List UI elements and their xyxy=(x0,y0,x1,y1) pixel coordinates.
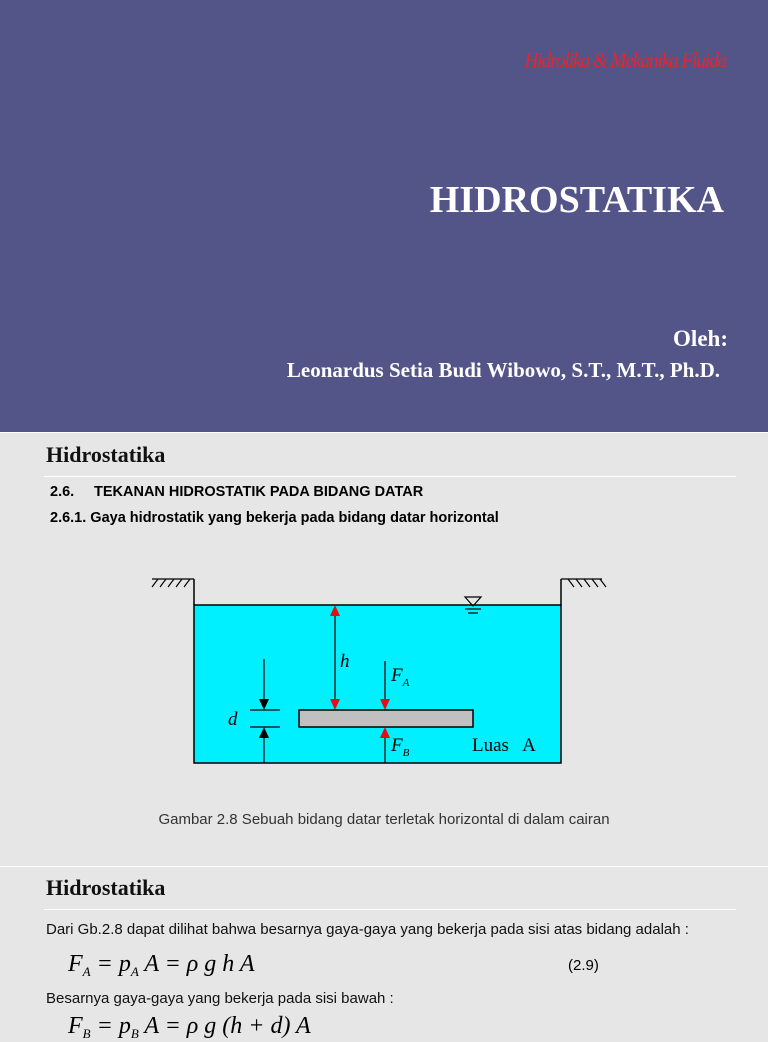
label-h: h xyxy=(340,651,350,672)
equation-number: (2.9) xyxy=(568,957,599,974)
figure-caption: Gambar 2.8 Sebuah bidang datar terletak horizontal di dalam cairan xyxy=(158,811,610,828)
horizontal-plate xyxy=(299,710,473,727)
plate-in-liquid-diagram xyxy=(150,571,610,771)
equation-2-9: $F_A = p_A$ A = ρ g h A xyxy=(68,951,255,979)
left-ground-hatch xyxy=(152,579,194,587)
equation-slide xyxy=(0,866,768,1041)
course-name: Hidrolika & Mekanika Fluida xyxy=(524,48,726,72)
heading-divider xyxy=(44,476,736,477)
title-slide xyxy=(0,0,768,432)
section-text: TEKANAN HIDROSTATIK PADA BIDANG DATAR xyxy=(94,484,424,500)
right-ground-hatch xyxy=(561,579,606,587)
slide-heading: Hidrostatika xyxy=(46,442,166,467)
author-name: Leonardus Setia Budi Wibowo, S.T., M.T., Ph.D. xyxy=(286,358,720,382)
subsection-title: 2.6.1. Gaya hidrostatik yang bekerja pada bidang datar horizontal xyxy=(50,510,499,526)
section-title xyxy=(50,484,423,500)
course-subtitle xyxy=(721,82,724,92)
paragraph-top-side: Dari Gb.2.8 dapat dilihat bahwa besarnya gaya-gaya yang bekerja pada sisi atas bidang adalah : xyxy=(46,921,689,938)
label-d: d xyxy=(228,709,238,730)
paragraph-bottom-side: Besarnya gaya-gaya yang bekerja pada sisi bawah : xyxy=(46,990,394,1007)
label-area: Luas A xyxy=(472,735,536,756)
heading-divider xyxy=(44,909,736,910)
section-number: 2.6. xyxy=(50,484,75,500)
equation-2-10-partial: $F_B = p_B$ A = ρ g (h + d) A xyxy=(68,1013,311,1041)
slide-title: HIDROSTATIKA xyxy=(429,179,724,221)
label-fb: $F_B$ xyxy=(391,735,410,759)
diagram-slide xyxy=(0,432,768,867)
label-fa: $F_A$ xyxy=(391,665,410,689)
slide-heading: Hidrostatika xyxy=(46,875,166,900)
oleh-label: Oleh: xyxy=(673,326,728,351)
